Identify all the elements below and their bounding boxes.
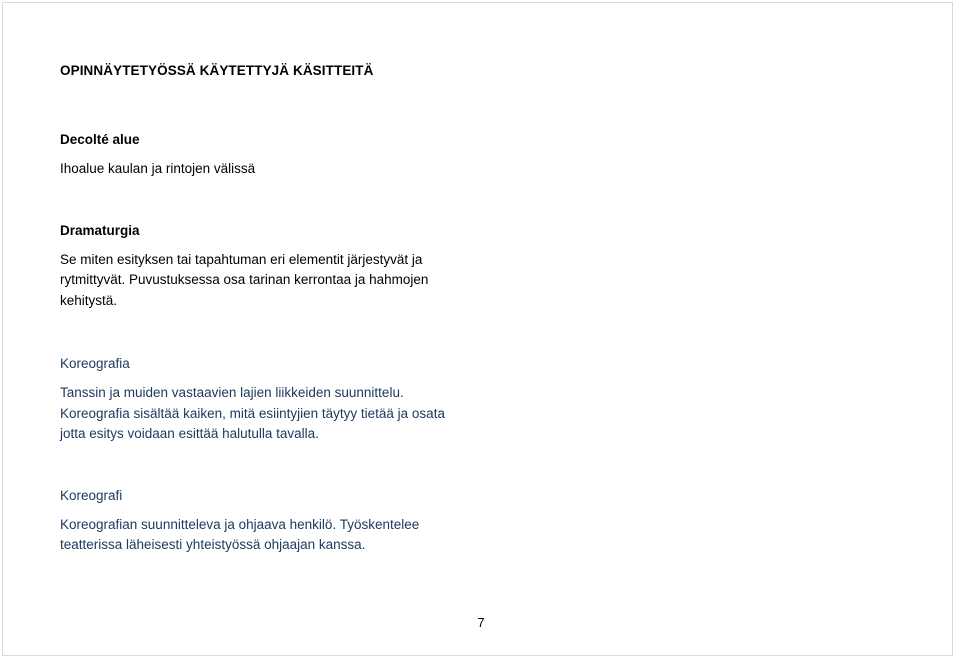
term-koreografia: Koreografia: [60, 356, 130, 371]
definition-decolte: Ihoalue kaulan ja rintojen välissä: [60, 161, 256, 176]
page-number: 7: [477, 615, 485, 630]
definition-koreografi: Koreografian suunnitteleva ja ohjaava henkilö. Työskentelee teatterissa läheisesti yhteistyössä ohjaajan kanssa.: [60, 516, 420, 552]
document-content: [60, 63, 460, 556]
definition-dramaturgia: Se miten esityksen tai tapahtuman eri elementit järjestyvät ja rytmittyvät. Puvustuksessa osa tarinan kerrontaa ja hahmojen kehitystä.: [60, 251, 429, 308]
document-page: [2, 2, 953, 656]
term-dramaturgia: Dramaturgia: [60, 222, 140, 238]
term-koreografi: Koreografi: [60, 487, 123, 503]
term-decolte: Decolté alue: [60, 132, 140, 147]
definition-koreografia: Tanssin ja muiden vastaavien lajien liikkeiden suunnittelu. Koreografia sisältää kaiken, mitä esiintyjien täytyy tietää ja osata jotta esitys voidaan esittää halutulla tavalla.: [60, 385, 445, 441]
page-title: OPINNÄYTETYÖSSÄ KÄYTETTYJÄ KÄSITTEITÄ: [60, 63, 374, 78]
